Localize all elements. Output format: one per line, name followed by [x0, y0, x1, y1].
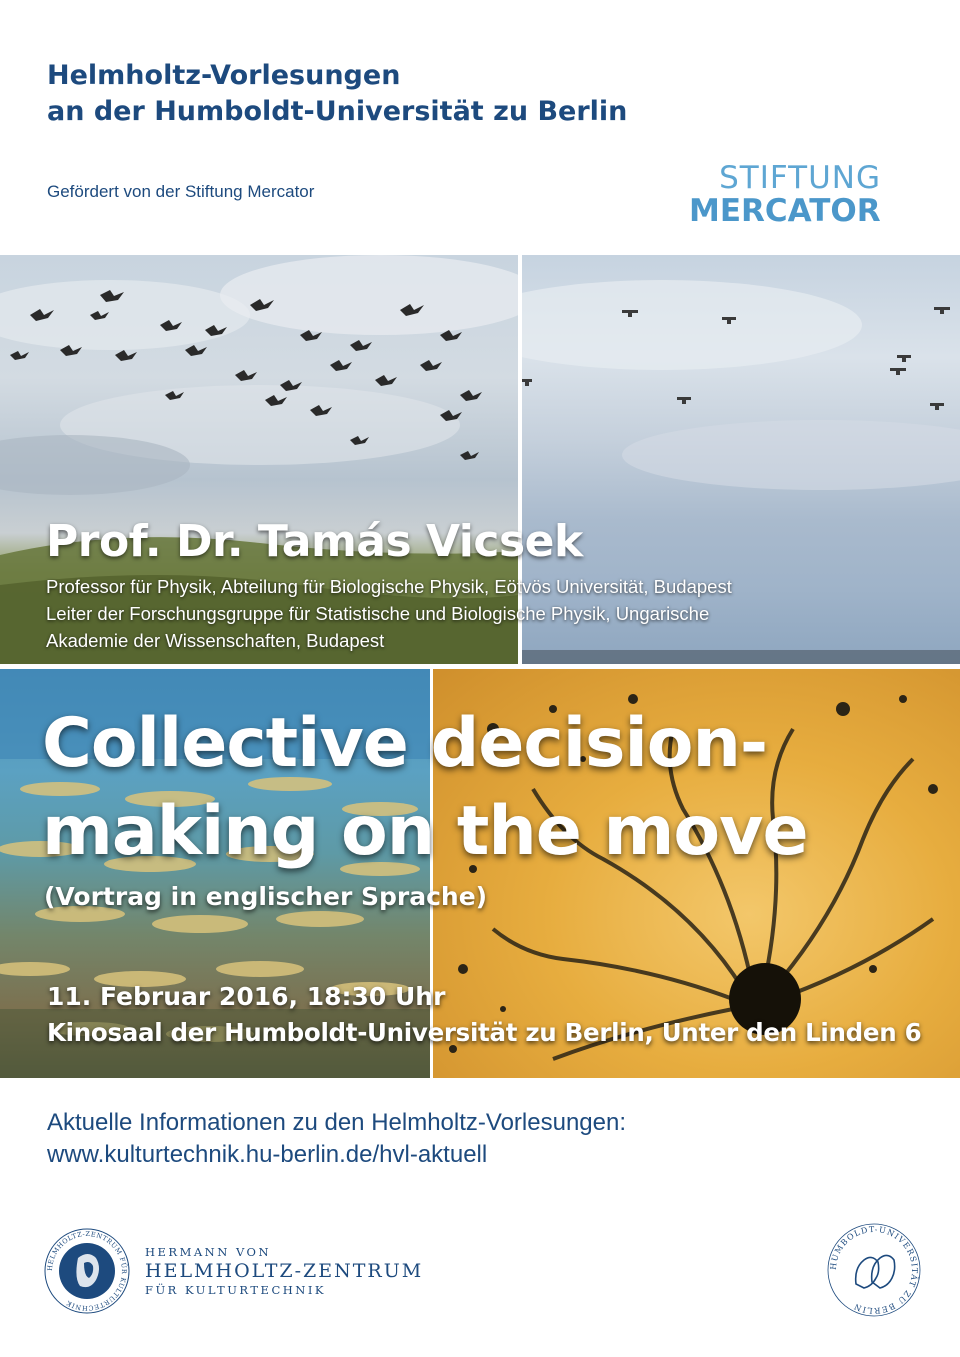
series-title-line-2: an der Humboldt-Universität zu Berlin — [47, 96, 628, 127]
talk-venue: Kinosaal der Humboldt-Universität zu Berlin, Unter den Linden 6 — [47, 1018, 922, 1047]
talk-title-line-1: Collective decision- — [42, 704, 768, 783]
funding-note: Gefördert von der Stiftung Mercator — [47, 182, 315, 201]
info-url-link[interactable]: www.kulturtechnik.hu-berlin.de/hvl-aktuell — [47, 1141, 488, 1168]
humboldt-seal-icon — [826, 1222, 922, 1318]
speaker-affiliation-line-1: Professor für Physik, Abteilung für Biologische Physik, Eötvös Universität, Budapest — [46, 576, 732, 597]
speaker-name: Prof. Dr. Tamás Vicsek — [46, 516, 583, 567]
stiftung-mercator-logo — [686, 160, 926, 230]
talk-title-line-2: making on the move — [42, 792, 808, 871]
speaker-affiliation-line-2: Leiter der Forschungsgruppe für Statistische und Biologische Physik, Ungarische — [46, 603, 710, 624]
info-line: Aktuelle Informationen zu den Helmholtz-Vorlesungen: — [47, 1109, 626, 1136]
talk-title — [42, 700, 942, 876]
hz-line-2: HELMHOLTZ-ZENTRUM — [145, 1260, 424, 1282]
helmholtz-zentrum-logotype — [145, 1245, 423, 1297]
speaker-affiliation-line-3: Akademie der Wissenschaften, Budapest — [46, 630, 385, 651]
svg-text:HELMHOLTZ-ZENTRUM FÜR KULTURTE: HELMHOLTZ-ZENTRUM FÜR KULTURTECHNIK — [45, 1229, 129, 1313]
mercator-logo-line-1: STIFTUNG — [719, 160, 881, 196]
talk-language-note: (Vortrag in englischer Sprache) — [44, 882, 488, 911]
talk-datetime: 11. Februar 2016, 18:30 Uhr — [47, 982, 446, 1011]
speaker-affiliation — [46, 573, 906, 654]
helmholtz-seal-icon — [44, 1228, 130, 1314]
mercator-logo-line-2: MERCATOR — [689, 193, 881, 229]
hz-line-1: HERMANN VON — [145, 1245, 272, 1259]
series-title-line-1: Helmholtz-Vorlesungen — [47, 60, 401, 91]
series-title — [47, 58, 627, 130]
hz-line-3: FÜR KULTURTECHNIK — [145, 1283, 326, 1297]
svg-text:HUMBOLDT-UNIVERSITÄT ZU BERLIN: HUMBOLDT-UNIVERSITÄT ZU BERLIN — [828, 1224, 920, 1316]
